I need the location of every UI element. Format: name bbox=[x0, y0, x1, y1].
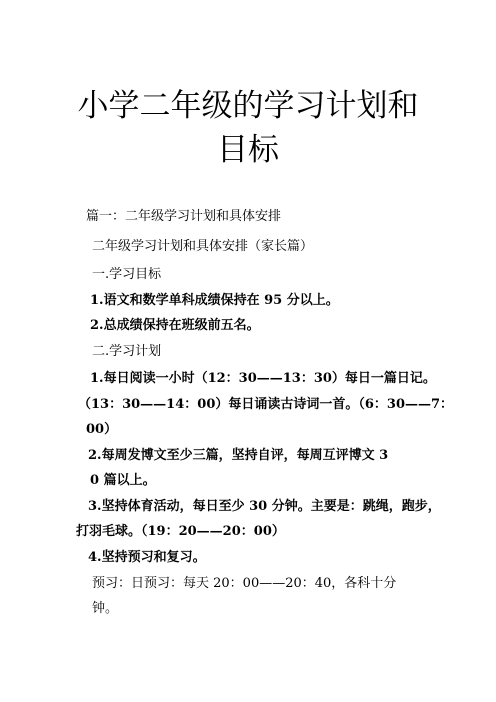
goal-item-1: 1.语文和数学单科成绩保持在 95 分以上。 bbox=[90, 293, 339, 308]
section-heading: 篇一：二年级学习计划和具体安排 bbox=[86, 209, 282, 224]
goal-heading: 一.学习目标 bbox=[92, 267, 162, 282]
goal-item-2: 2.总成绩保持在班级前五名。 bbox=[90, 318, 260, 333]
sub-heading: 二年级学习计划和具体安排（家长篇） bbox=[92, 239, 314, 254]
plan-item-3-line-1: 3.坚持体育活动，每日至少 30 分钟。主要是：跳绳，跑步， bbox=[88, 499, 441, 514]
preview-line-2: 钟。 bbox=[92, 601, 119, 616]
plan-item-3-line-2: 打羽毛球。（19：20——20：00） bbox=[76, 524, 285, 539]
plan-item-2-line-2: 0 篇以上。 bbox=[90, 473, 156, 488]
plan-item-2-line-1: 2.每周发博文至少三篇，坚持自评，每周互评博文 3 bbox=[88, 448, 389, 463]
plan-item-1-line-1: 1.每日阅读一小时（12：30——13：30）每日一篇日记。 bbox=[90, 371, 436, 386]
plan-item-4: 4.坚持预习和复习。 bbox=[88, 550, 206, 565]
plan-item-1-line-2: （13：30——14：00）每日诵读古诗词一首。（6：30——7： bbox=[78, 397, 454, 412]
document-title-line-2: 目标 bbox=[217, 132, 279, 168]
plan-item-1-line-3: 00） bbox=[86, 422, 118, 437]
preview-line-1: 预习：日预习：每天 20：00——20：40，各科十分 bbox=[92, 576, 397, 591]
document-title-line-1: 小学二年级的学习计划和 bbox=[77, 88, 419, 124]
plan-heading: 二.学习计划 bbox=[92, 344, 162, 359]
